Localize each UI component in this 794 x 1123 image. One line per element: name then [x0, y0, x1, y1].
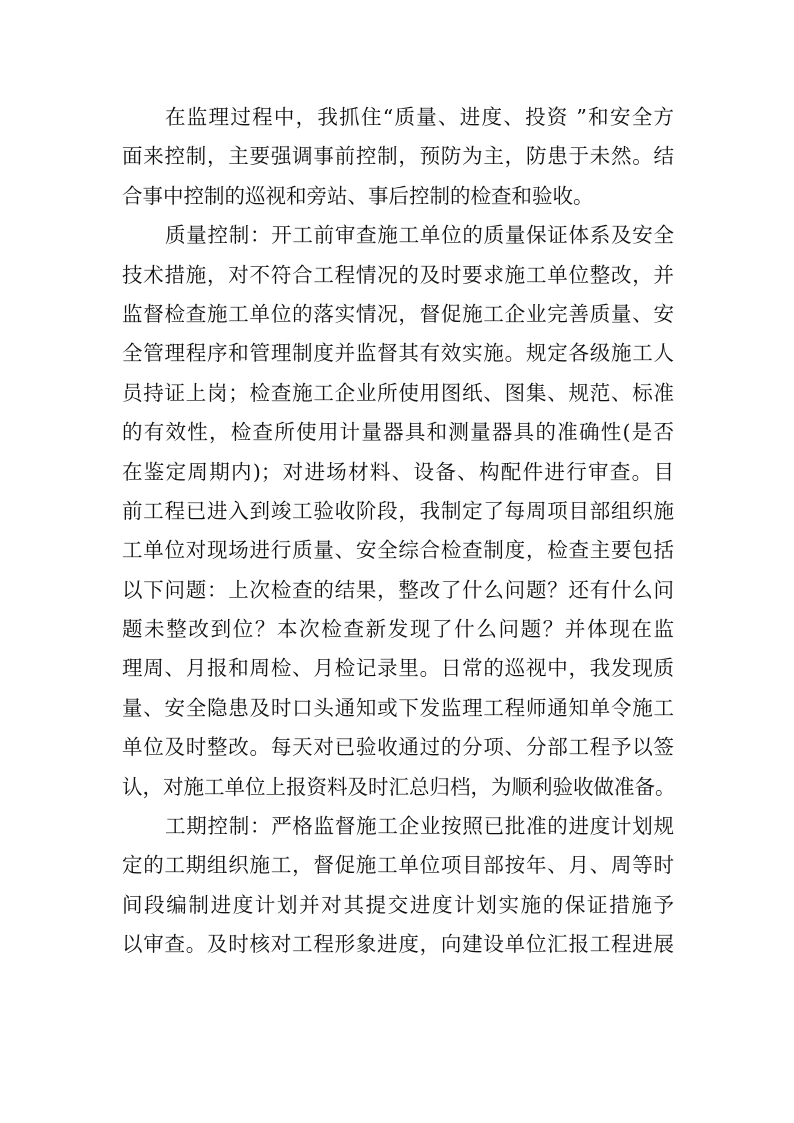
text-line: 间段编制进度计划并对其提交进度计划实施的保证措施予 — [122, 892, 674, 917]
text-line: 前工程已进入到竣工验收阶段，我制定了每周项目部组织施 — [122, 498, 674, 523]
text-line: 监督检查施工单位的落实情况，督促施工企业完善质量、安 — [122, 301, 674, 326]
text-line: 工单位对现场进行质量、安全综合检查制度，检查主要包括 — [122, 538, 674, 563]
text-line: 质量控制：开工前审查施工单位的质量保证体系及安全 — [165, 223, 674, 248]
text-line: 在鉴定周期内)；对进场材料、设备、构配件进行审查。目 — [122, 459, 674, 484]
text-line: 定的工期组织施工，督促施工单位项目部按年、月、周等时 — [122, 853, 674, 878]
paragraph-control-overview — [122, 98, 674, 216]
text-line: 题未整改到位？本次检查新发现了什么问题？并体现在监 — [122, 617, 674, 642]
paragraph-schedule-control — [122, 807, 674, 965]
text-line: 工期控制：严格监督施工企业按照已批准的进度计划规 — [165, 814, 674, 839]
text-line: 以审查。及时核对工程形象进度，向建设单位汇报工程进展 — [122, 932, 674, 957]
paragraph-quality-control — [122, 216, 674, 807]
text-line: 理周、月报和周检、月检记录里。日常的巡视中，我发现质 — [122, 656, 674, 681]
text-line: 合事中控制的巡视和旁站、事后控制的检查和验收。 — [122, 183, 594, 208]
document-body — [122, 98, 674, 965]
text-line: 以下问题：上次检查的结果，整改了什么问题？还有什么问 — [122, 577, 674, 602]
text-line: 单位及时整改。每天对已验收通过的分项、分部工程予以签 — [122, 735, 674, 760]
text-line: 全管理程序和管理制度并监督其有效实施。规定各级施工人 — [122, 341, 674, 366]
text-line: 在监理过程中，我抓住“质量、进度、投资 ”和安全方 — [165, 105, 674, 129]
text-line: 员持证上岗；检查施工企业所使用图纸、图集、规范、标准 — [122, 380, 674, 405]
text-line: 的有效性，检查所使用计量器具和测量器具的准确性(是否 — [122, 420, 674, 445]
text-line: 面来控制，主要强调事前控制，预防为主，防患于未然。结 — [122, 144, 674, 169]
text-line: 认，对施工单位上报资料及时汇总归档，为顺利验收做准备。 — [122, 774, 676, 799]
text-line: 技术措施，对不符合工程情况的及时要求施工单位整改，并 — [122, 262, 674, 287]
text-line: 量、安全隐患及时口头通知或下发监理工程师通知单令施工 — [122, 695, 674, 720]
